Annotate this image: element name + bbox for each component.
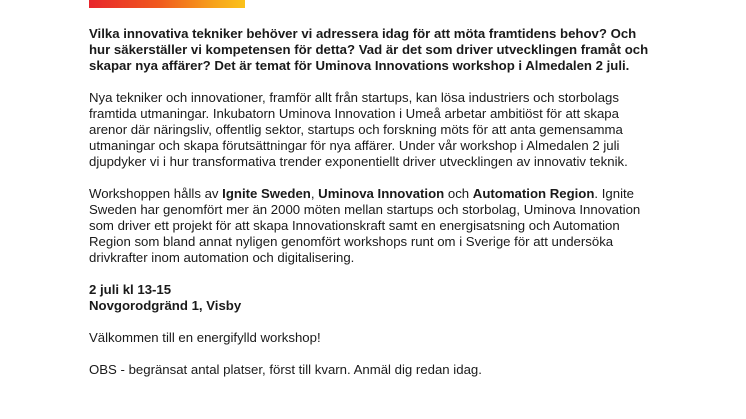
host-uminova-innovation: Uminova Innovation [318,186,445,201]
host-automation-region: Automation Region [472,186,595,201]
event-time: 2 juli kl 13-15 [89,282,172,297]
body-paragraph-technology: Nya tekniker och innovationer, framför allt från startups, kan lösa industriers och storbolags framtida utmaningar. Inkubatorn Uminova Innovation i Umeå arbetar ambitiöst för att skapa arenor där näringsliv, offentlig sektor, startups och forskning möts för att anta gemensamma utmaningar och skapa förutsättningar för nya affärer. Under vår workshop i Almedalen 2 juli djupdyker vi i hur transformativa trender exponentiellt driver utvecklingen av innovativ teknik. [89,90,628,169]
intro-paragraph: Vilka innovativa tekniker behöver vi adressera idag för att möta framtidens behov? Och hur säkerställer vi kompetensen för detta? Vad är det som driver utvecklingen framåt och skapar nya affärer? Det är temat för Uminova Innovations workshop i Almedalen 2 juli. [89,26,649,73]
welcome-text: Välkommen till en energifylld workshop! [89,330,321,345]
hosts-separator: , [310,186,319,201]
hosts-description: . Ignite Sweden har genomfört mer än 2000 möten mellan startups och storbolag, Uminova Innovation som driver ett projekt för att skapa Innovationskraft samt en energisatsning och Automation Region som bland annat nyligen genomfört workshops runt om i Sverige för att undersöka drivkrafter inom automation och digitalisering. [89,186,641,265]
hosts-lead-text: Workshoppen hålls av [89,186,223,201]
host-ignite-sweden: Ignite Sweden [222,186,311,201]
body-paragraph-hosts [89,186,659,266]
registration-notice: OBS - begränsat antal platser, först till kvarn. Anmäl dig redan idag. [89,362,482,377]
event-location: Novgorodgränd 1, Visby [89,298,242,313]
hosts-separator: och [444,186,473,201]
brand-accent-bar [89,0,245,8]
press-release-body [89,26,659,394]
